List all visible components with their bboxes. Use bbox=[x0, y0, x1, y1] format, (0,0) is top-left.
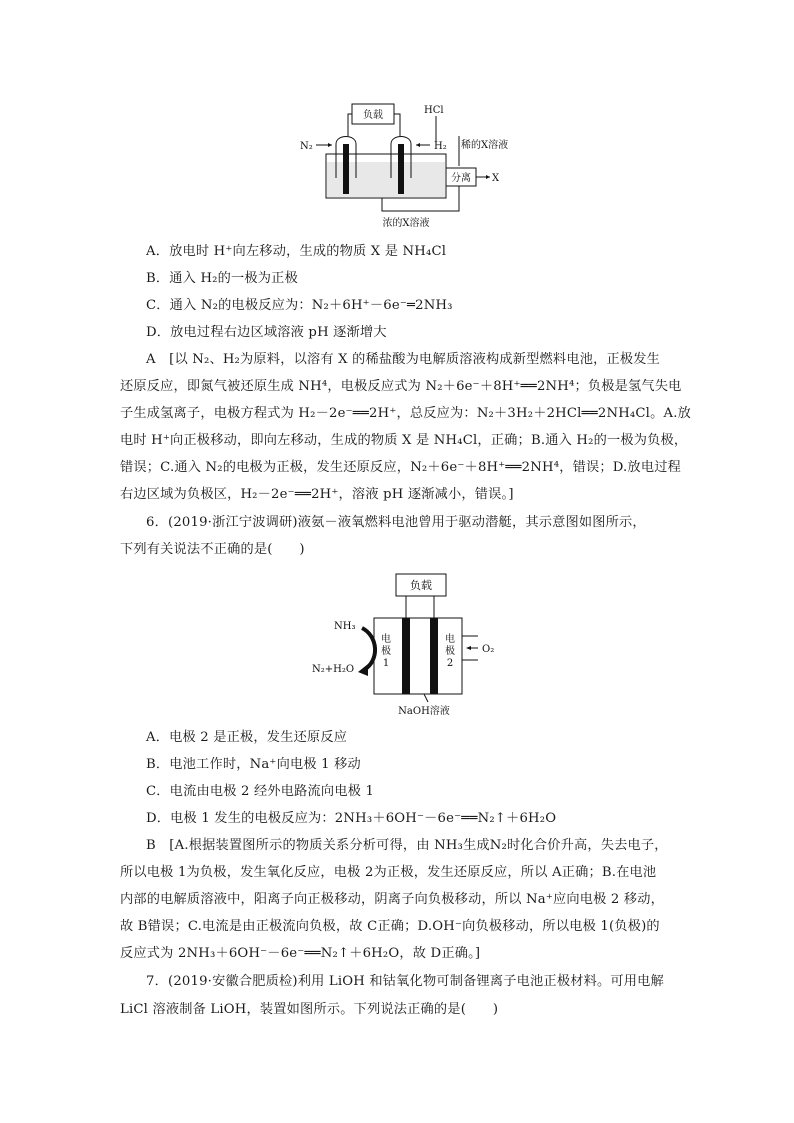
concentrated-solution-label: 浓的X溶液 bbox=[382, 218, 430, 229]
nh3-label: NH₃ bbox=[334, 621, 356, 632]
electrode-2-label: 2 bbox=[446, 658, 454, 669]
q5-option-d: D．放电过程右边区域溶液 pH 逐渐增大 bbox=[146, 325, 387, 340]
electrode-1-label: 电 bbox=[381, 634, 391, 645]
electrode-2-label: 极 bbox=[445, 646, 455, 657]
q6-answer-line: B [A.根据装置图所示的物质关系分析可得，由 NH₃生成N₂时化合价升高，失去电子， bbox=[146, 838, 668, 853]
q6-answer-line: 内部的电解质溶液中，阳离子向正极移动，阴离子向负极移动，所以 Na⁺应向电极 2 移动， bbox=[120, 892, 665, 907]
q6-answer-line: 故 B错误；C.电流是由正极流向负极，故 C正确；D.OH⁻向负极移动，所以电极 1(负极)的 bbox=[120, 919, 660, 934]
q7-stem-line: LiCl 溶液制备 LiOH，装置如图所示。下列说法正确的是( ) bbox=[120, 1002, 499, 1017]
load-label-2: 负载 bbox=[410, 579, 432, 592]
q5-answer-line: 子生成氢离子，电极方程式为 H₂－2e⁻══2H⁺，总反应为：N₂＋3H₂＋2HCl══2NH₄Cl。A.放 bbox=[120, 406, 691, 421]
fuel-cell-diagram-2 bbox=[312, 568, 528, 718]
o2-label: O₂ bbox=[482, 644, 495, 655]
q6-answer-line: 所以电极 1为负极，发生氧化反应，电极 2为正极，发生还原反应，所以 A正确；B.在电池 bbox=[120, 865, 657, 880]
x-product-label: X bbox=[492, 173, 500, 184]
products-label: N₂+H₂O bbox=[312, 664, 355, 675]
n2-label: N₂ bbox=[300, 141, 313, 152]
dilute-solution-label: 稀的X溶液 bbox=[461, 140, 509, 151]
q6-option-a: A．电极 2 是正极，发生还原反应 bbox=[146, 730, 348, 745]
fuel-cell-diagram-1 bbox=[296, 96, 516, 236]
electrode-1-label: 极 bbox=[381, 646, 391, 657]
q5-option-a: A．放电时 H⁺向左移动，生成的物质 X 是 NH₄Cl bbox=[146, 244, 447, 259]
q5-option-c: C．通入 N₂的电极反应为：N₂＋6H⁺－6e⁻═2NH₃ bbox=[146, 298, 453, 313]
q5-answer-line: 电时 H⁺向正极移动，即向左移动，生成的物质 X 是 NH₄Cl，正确；B.通入 H₂的一极为负极， bbox=[120, 433, 688, 448]
hcl-label: HCl bbox=[424, 105, 444, 116]
q5-answer-line: 还原反应，即氮气被还原生成 NH⁴，电极反应式为 N₂＋6e⁻＋8H⁺══2NH⁴；负极是氢气失电 bbox=[120, 379, 682, 394]
separate-label: 分离 bbox=[451, 173, 471, 184]
load-label: 负载 bbox=[363, 110, 383, 121]
electrode-2-label: 电 bbox=[445, 634, 455, 645]
q5-answer-line: A [以 N₂、H₂为原料，以溶有 X 的稀盐酸为电解质溶液构成新型燃料电池，正极发生 bbox=[146, 352, 661, 367]
q6-stem-line: 下列有关说法不正确的是( ) bbox=[120, 542, 305, 557]
q6-option-d: D．电极 1 发生的电极反应为：2NH₃＋6OH⁻－6e⁻══N₂↑＋6H₂O bbox=[146, 811, 557, 826]
q6-option-b: B．电池工作时，Na⁺向电极 1 移动 bbox=[146, 757, 361, 772]
q5-answer-line: 右边区域为负极区，H₂－2e⁻══2H⁺，溶液 pH 逐渐减小，错误。] bbox=[120, 487, 514, 502]
q6-stem-line: 6．(2019·浙江宁波调研)液氨－液氧燃料电池曾用于驱动潜艇，其示意图如图所示， bbox=[146, 515, 646, 530]
q6-option-c: C．电流由电极 2 经外电路流向电极 1 bbox=[146, 784, 375, 799]
q5-answer-line: 错误；C.通入 N₂的电极为正极，发生还原反应，N₂＋6e⁻＋8H⁺══2NH⁴，错误；D.放电过程 bbox=[120, 460, 681, 475]
h2-label: H₂ bbox=[434, 141, 447, 152]
electrode-1-label: 1 bbox=[382, 658, 390, 669]
naoh-label: NaOH溶液 bbox=[398, 706, 450, 717]
q5-option-b: B．通入 H₂的一极为正极 bbox=[146, 271, 298, 286]
q7-stem-line: 7．(2019·安徽合肥质检)利用 LiOH 和钴氧化物可制备锂离子电池正极材料。可用电解 bbox=[146, 974, 664, 989]
q6-answer-line: 反应式为 2NH₃＋6OH⁻－6e⁻══N₂↑＋6H₂O，故 D正确。] bbox=[120, 946, 481, 961]
